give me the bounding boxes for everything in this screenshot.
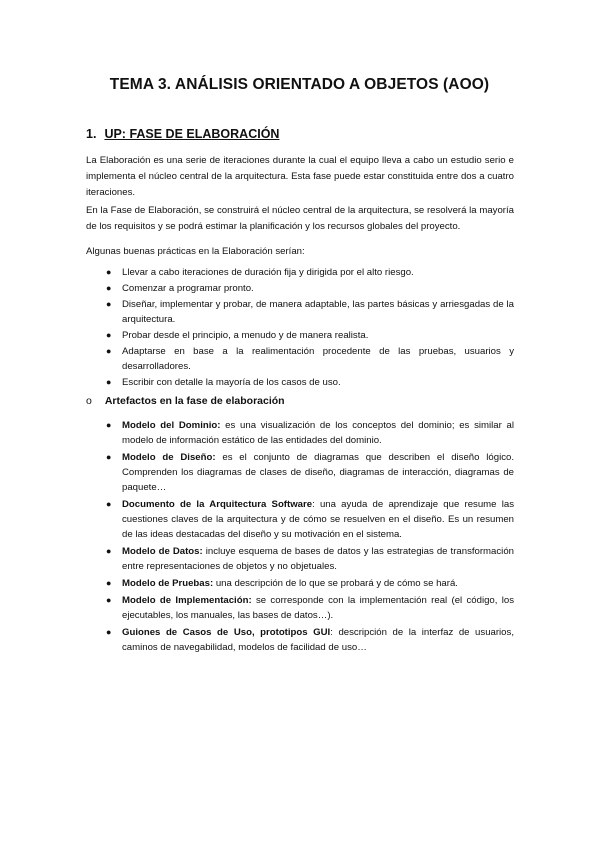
artifact-desc: es el conjunto de diagramas que describen el diseño lógico. Comprenden los diagramas de clases de diseño, diagramas de interacción, diagramas de paquete… xyxy=(122,452,514,493)
section-title: UP: FASE DE ELABORACIÓN xyxy=(104,127,280,141)
artifact-desc: : una ayuda de aprendizaje que resume las cuestiones claves de la arquitectura y de cómo se resuelven en el diseño. Es un resumen de las ideas destacadas del diseño y su motivación en el sistema. xyxy=(122,499,514,540)
bullet-icon: ● xyxy=(106,546,112,556)
practices-intro: Algunas buenas prácticas en la Elaboración serían: xyxy=(86,246,305,257)
bullet-icon: ● xyxy=(106,377,112,387)
list-item xyxy=(106,625,514,655)
bullet-icon: ● xyxy=(106,330,112,340)
list-item: ● Comenzar a programar pronto. xyxy=(106,283,254,294)
page-title: TEMA 3. ANÁLISIS ORIENTADO A OBJETOS (AOO) xyxy=(109,76,490,93)
artifact-desc: se corresponde con la implementación real (el código, los ejecutables, los manuales, las bases de datos…). xyxy=(122,595,514,621)
section-number: 1. xyxy=(86,127,97,141)
section-heading xyxy=(86,127,279,141)
artifacts-list xyxy=(106,418,514,657)
list-item: ● Llevar a cabo iteraciones de duración fija y dirigida por el alto riesgo. xyxy=(106,267,414,278)
bullet-icon: ● xyxy=(106,578,112,588)
artifact-term: Modelo de Datos: xyxy=(122,546,203,557)
artifact-term: Guiones de Casos de Uso, prototipos GUI xyxy=(122,627,331,638)
artifact-term: Modelo de Implementación: xyxy=(122,595,252,606)
artifacts-heading: o Artefactos en la fase de elaboración xyxy=(86,395,285,407)
list-item xyxy=(106,576,514,591)
bullet-icon: ● xyxy=(106,346,112,356)
elaboration-paragraph: En la Fase de Elaboración, se construirá el núcleo central de la arquitectura, se resolverá la mayoría de los requisitos y se podrá estimar la planificación y los recursos globales del proyecto. xyxy=(86,205,514,232)
bullet-icon: ● xyxy=(106,299,112,309)
bullet-icon: ● xyxy=(106,283,112,293)
bullet-icon: ● xyxy=(106,452,112,462)
list-item xyxy=(106,450,514,495)
bullet-icon: ● xyxy=(106,627,112,637)
artifact-desc: una descripción de lo que se probará y de cómo se hará. xyxy=(213,578,458,589)
artifact-desc: : descripción de la interfaz de usuarios, caminos de navegabilidad, modelos de facilidad de uso… xyxy=(122,627,514,653)
list-item xyxy=(106,544,514,574)
list-item: ● Adaptarse en base a la realimentación procedente de las pruebas, usuarios y desarrolladores. xyxy=(106,346,514,372)
circle-bullet-icon: o xyxy=(86,395,92,407)
list-item: ● Diseñar, implementar y probar, de manera adaptable, las partes básicas y arriesgadas de la arquitectura. xyxy=(106,299,514,325)
practices-list xyxy=(106,265,514,391)
artifact-term: Modelo de Pruebas: xyxy=(122,578,214,589)
list-item xyxy=(106,418,514,448)
bullet-icon: ● xyxy=(106,499,112,509)
list-item xyxy=(106,593,514,623)
artifact-term: Modelo de Diseño: xyxy=(122,452,216,463)
artifact-desc: incluye esquema de bases de datos y las estrategias de transformación entre representaciones de objetos y no objetuales. xyxy=(122,546,514,572)
artifact-term: Modelo del Dominio: xyxy=(122,420,221,431)
bullet-icon: ● xyxy=(106,267,112,277)
intro-paragraph: La Elaboración es una serie de iteraciones durante la cual el equipo lleva a cabo un estudio serio e implementa el núcleo central de la arquitectura. Esta fase puede estar constituida entre dos a cuatro iteraciones. xyxy=(86,155,514,198)
bullet-icon: ● xyxy=(106,420,112,430)
list-item xyxy=(106,497,514,542)
bullet-icon: ● xyxy=(106,595,112,605)
list-item: ● Probar desde el principio, a menudo y de manera realista. xyxy=(106,330,369,341)
artifact-term: Documento de la Arquitectura Software xyxy=(122,499,313,510)
list-item: ● Escribir con detalle la mayoría de los casos de uso. xyxy=(106,377,341,388)
artifact-desc: es una visualización de los conceptos del dominio; es similar al modelo de información estático de las entidades del dominio. xyxy=(122,420,514,446)
